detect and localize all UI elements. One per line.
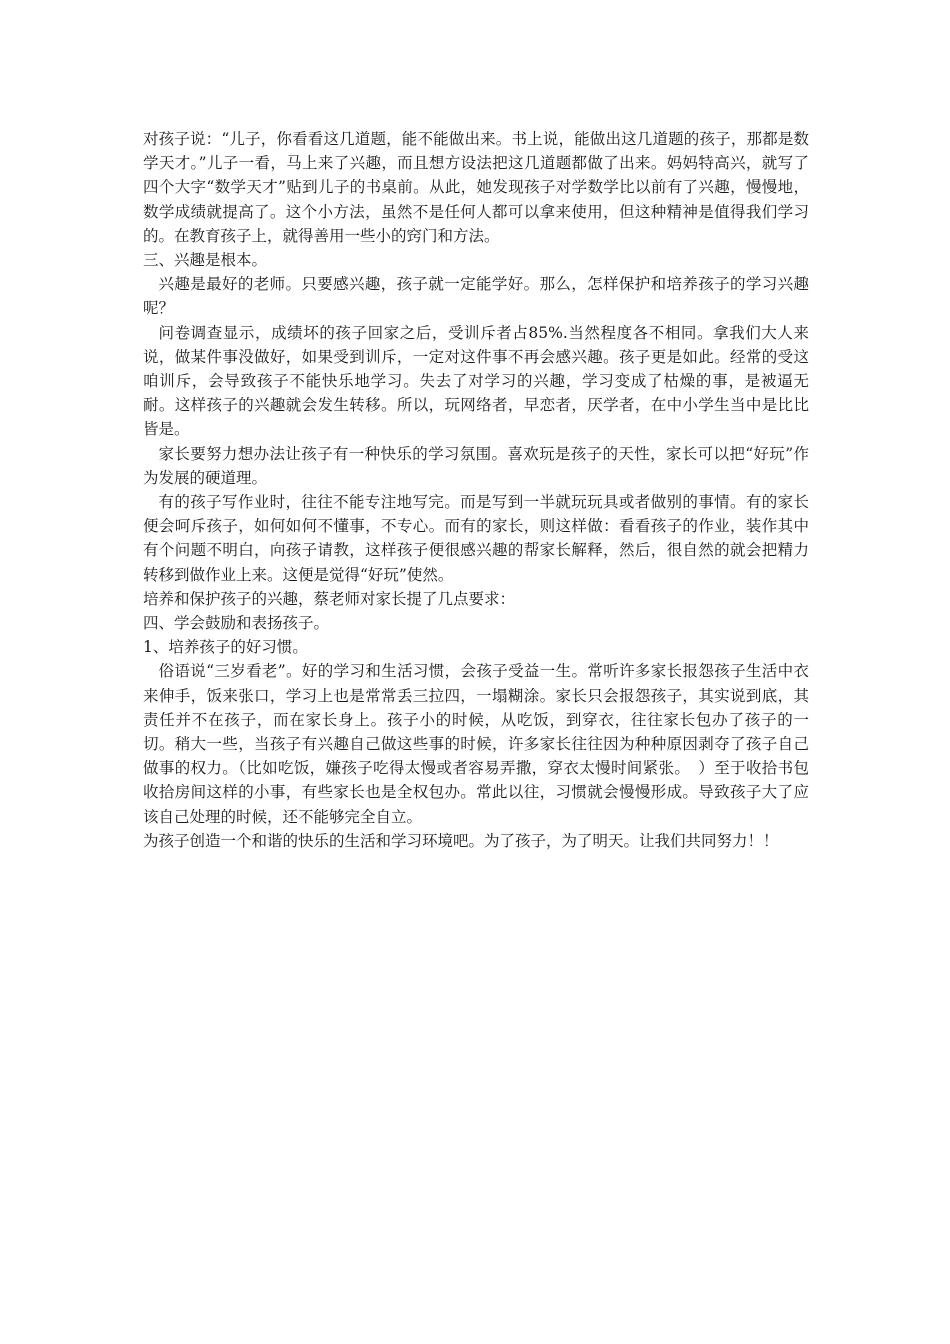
section-heading-3: 三、兴趣是根本。	[143, 251, 268, 270]
paragraph: 问卷调查显示，成绩坏的孩子回家之后，受训斥者占85%.当然程度各不相同。拿我们大人来说，做某件事没做好，如果受到训斥，一定对这件事不再会感兴趣。孩子更是如此。经常的受这咱训斥，会导致孩子不能快乐地学习。失去了对学习的兴趣，学习变成了枯燥的事，是被逼无耐。这样孩子的兴趣就会发生转移。所以，玩网络者，早恋者，厌学者，在中小学生当中是比比皆是。	[143, 323, 809, 439]
section-heading-4: 四、学会鼓励和表扬孩子。	[143, 614, 330, 633]
paragraph: 培养和保护孩子的兴趣，蔡老师对家长提了几点要求：	[143, 589, 516, 608]
document-body	[143, 127, 809, 853]
paragraph: 家长要努力想办法让孩子有一种快乐的学习氛围。喜欢玩是孩子的天性，家长可以把“好玩”作为发展的硬道理。	[143, 444, 809, 487]
closing-paragraph: 为孩子创造一个和谐的快乐的生活和学习环境吧。为了孩子，为了明天。让我们共同努力！！	[143, 831, 779, 850]
paragraph: 兴趣是最好的老师。只要感兴趣，孩子就一定能学好。那么，怎样保护和培养孩子的学习兴趣呢？	[143, 275, 809, 318]
subsection-heading-1: 1、培养孩子的好习惯。	[143, 638, 308, 657]
paragraph: 对孩子说：“儿子，你看看这几道题，能不能做出来。书上说，能做出这几道题的孩子，那都是数学天才。”儿子一看，马上来了兴趣，而且想方设法把这几道题都做了出来。妈妈特高兴，就写了四个大字“数学天才”贴到儿子的书桌前。从此，她发现孩子对学数学比以前有了兴趣，慢慢地，数学成绩就提高了。这个小方法，虽然不是任何人都可以拿来使用，但这种精神是值得我们学习的。在教育孩子上，就得善用一些小的窍门和方法。	[143, 130, 809, 245]
paragraph: 有的孩子写作业时，往往不能专注地写完。而是写到一半就玩玩具或者做别的事情。有的家长便会呵斥孩子，如何如何不懂事，不专心。而有的家长，则这样做：看看孩子的作业，装作其中有个问题不明白，向孩子请教，这样孩子便很感兴趣的帮家长解释，然后，很自然的就会把精力转移到做作业上来。这便是觉得“好玩”使然。	[143, 493, 809, 584]
paragraph: 俗语说“三岁看老”。好的学习和生活习惯，会孩子受益一生。常听许多家长报怨孩子生活中衣来伸手，饭来张口，学习上也是常常丢三拉四，一塌糊涂。家长只会报怨孩子，其实说到底，其责任并不在孩子，而在家长身上。孩子小的时候，从吃饭，到穿衣，往往家长包办了孩子的一切。稍大一些，当孩子有兴趣自己做这些事的时候，许多家长往往因为种种原因剥夺了孩子自己做事的权力。（比如吃饭，嫌孩子吃得太慢或者容易弄撒，穿衣太慢时间紧张。 ）至于收拾书包收拾房间这样的小事，有些家长也是全权包办。常此以往，习惯就会慢慢形成。导致孩子大了应该自己处理的时候，还不能够完全自立。	[143, 662, 809, 826]
